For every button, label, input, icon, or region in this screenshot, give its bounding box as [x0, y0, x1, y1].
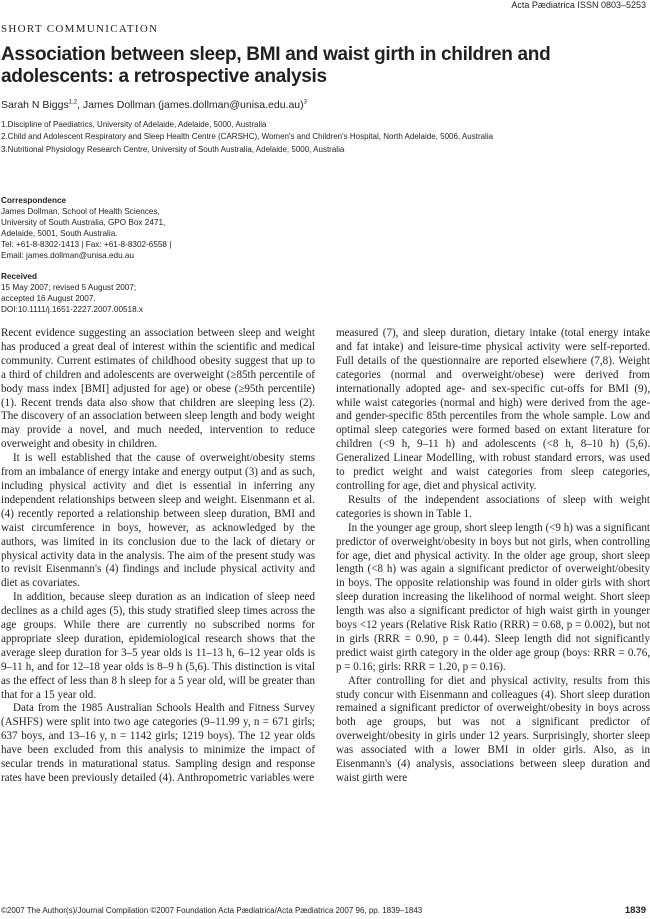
correspondence-block: [1, 195, 221, 261]
author-name: Sarah N Biggs: [1, 99, 69, 111]
journal-header: Acta Pædiatrica ISSN 0803–5253: [511, 0, 646, 10]
body-paragraph: In the younger age group, short sleep length (<9 h) was a significant predictor of overweight/obesity in boys but not girls, when controlling for age, diet and physical activity. In the older age group, short sleep length (<8 h) was again a significant predictor of overweight/obesity in boys. The opposite relationship was found in older girls with short sleep duration increasing the likelihood of normal weight. Short sleep length was also a significant predictor of high waist girth in younger boys <12 years (Relative Risk Ratio (RRR) = 0.68, p = 0.002), but not in girls (RRR = 0.90, p = 0.44). Sleep length did not significantly predict waist girth category in the older age group (boys: RRR = 0.76, p = 0.16; girls: RRR = 1.20, p = 0.16).: [336, 521, 650, 673]
article-title: Association between sleep, BMI and waist girth in children and adolescents: a retrospective analysis: [1, 44, 551, 87]
body-paragraph: measured (7), and sleep duration, dietary intake (total energy intake and fat intake) and leisure-time physical activity were self-reported. Full details of the questionnaire are reported elsewhere (7,8). Weight categories (normal and overweight/obese) were derived from internationally adopted age- and sex-specific cut-offs for BMI (9), while waist categories (normal and high) were derived from the age- and gender-specific 85th percentiles from the whole sample. Low and optimal sleep categories were formed based on extant literature for children (<9 h, 9–11 h) and adolescents (<8 h, 8–10 h) (5,6). Generalized Linear Modelling, with robust standard errors, was used to predict weight and waist categories from sleep categories, controlling for age, diet and physical activity.: [336, 327, 650, 492]
affiliations: [1, 119, 493, 156]
author-list: [1, 99, 307, 111]
correspondence-line: Adelaide, 5001, South Australia.: [1, 229, 118, 238]
correspondence-line: Email: james.dollman@unisa.edu.au: [1, 251, 135, 260]
author-name: James Dollman (james.dollman@unisa.edu.au): [82, 99, 304, 111]
correspondence-heading: Correspondence: [1, 196, 67, 205]
author-separator: ,: [77, 99, 83, 111]
received-line: 15 May 2007; revised 5 August 2007;: [1, 283, 137, 292]
body-paragraph: Data from the 1985 Australian Schools Health and Fitness Survey (ASHFS) were split into two age categories (9–11.99 y, n = 671 girls; 637 boys, and 13–16 y, n = 1142 girls; 1219 boys). The 12 year olds have been excluded from this analysis to minimize the impact of secular trends in maturational status. Sampling design and response rates have been previously detailed (4). Anthropometric variables were: [1, 702, 315, 784]
doi: DOI:10.1111/j.1651-2227.2007.00518.x: [1, 305, 144, 314]
body-paragraph: Recent evidence suggesting an association between sleep and weight has produced a great deal of interest within the scientific and medical community. Current estimates of childhood obesity suggest that up to a third of children and adolescents are overweight (≥85th percentile of body mass index [BMI] adjusted for age) or obese (≥95th percentile) (1). Recent trends data also show that children are sleeping less (2). The discovery of an association between sleep length and body weight may provide a novel, and much needed, intervention to reduce overweight and obesity in children.: [1, 327, 315, 451]
body-column-left: [1, 327, 315, 786]
body-column-right: [336, 327, 650, 786]
body-paragraph: Results of the independent associations of sleep with weight categories is shown in Table 1.: [336, 493, 650, 520]
footer-copyright: ©2007 The Author(s)/Journal Compilation ©2007 Foundation Acta Pædiatrica/Acta Pædiatrica 2007 96, pp. 1839–1843: [1, 906, 423, 915]
body-paragraph: In addition, because sleep duration as an indication of sleep need declines as a child ages (5), this study stratified sleep times across the age groups. While there are currently no subscribed norms for appropriate sleep duration, epidemiological research shows that the average sleep duration for 3–5 year olds is 11–13 h, 6–12 year olds is 9–11 h, and for 12–18 year olds is 8–9 h (5,6). This distinction is vital as the effect of less than 8 h sleep for a 5 year old, will be greater than that for a 15 year old.: [1, 591, 315, 701]
section-label: SHORT COMMUNICATION: [1, 23, 159, 35]
body-paragraph: After controlling for diet and physical activity, results from this study concur with Eisenmann and colleagues (4). Short sleep duration remained a significant predictor of overweight/obesity in boys across both age groups, but was not a significant predictor of overweight/obesity in girls under 12 years. Surprisingly, shorter sleep was associated with a lower BMI in older girls. Also, as in Eisenmann's (4) analysis, associations between sleep duration and waist girth were: [336, 674, 650, 784]
body-paragraph: It is well established that the cause of overweight/obesity stems from an imbalance of energy intake and energy output (3) and as such, including physical activity and diet is essential in inferring any independent relationships between sleep and weight. Eisenmann et al. (4) recently reported a relationship between sleep duration, BMI and waist circumference in boys, however, as acknowledged by the authors, was limited in its conclusion due to the lack of dietary or physical activity data in the analysis. The aim of the present study was to revisit Eisenmann's (4) findings and include physical activity and diet as covariates.: [1, 452, 315, 590]
author-affiliation-marker: 3: [303, 99, 307, 106]
received-block: [1, 271, 221, 315]
received-line: accepted 16 August 2007.: [1, 294, 96, 303]
correspondence-line: University of South Australia, GPO Box 2471,: [1, 218, 166, 227]
affiliation-line: 1.Discipline of Paediatrics, University of Adelaide, Adelaide, 5000, Australia: [1, 120, 267, 129]
affiliation-line: 2.Child and Adolescent Respiratory and Sleep Health Centre (CARSHC), Women's and Children's Hospital, North Adelaide, 5006, Australia: [1, 132, 494, 142]
received-heading: Received: [1, 272, 37, 281]
page-number: 1839: [624, 905, 646, 916]
correspondence-line: Tel: +61-8-8302-1413 | Fax: +61-8-8302-6558 |: [1, 240, 172, 249]
correspondence-line: James Dollman, School of Health Sciences,: [1, 207, 160, 216]
affiliation-line: 3.Nutritional Physiology Research Centre, University of South Australia, Adelaide, 5000, Australia: [1, 144, 345, 154]
author-affiliation-marker: 1,2: [68, 99, 78, 106]
